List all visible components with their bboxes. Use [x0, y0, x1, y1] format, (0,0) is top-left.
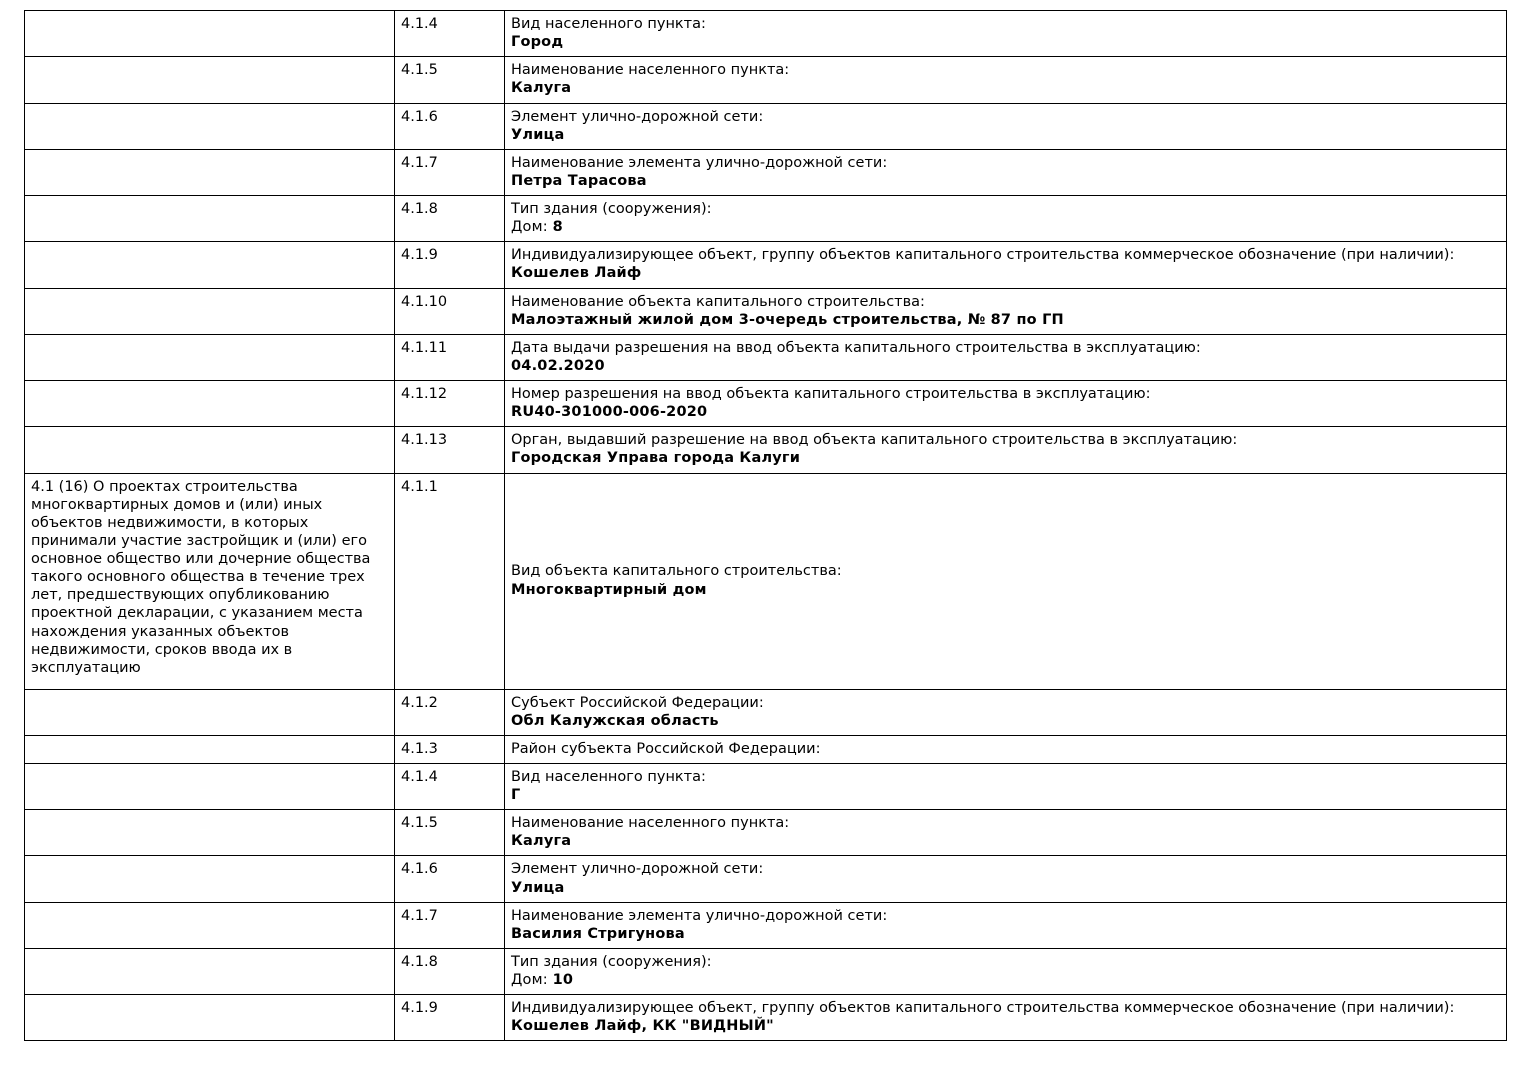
- field-label: Вид объекта капитального строительства:: [511, 563, 842, 580]
- field-label: Район субъекта Российской Федерации:: [511, 740, 821, 757]
- row-content-cell: [505, 763, 1507, 809]
- row-number-cell: 4.1.2: [395, 689, 505, 735]
- row-number-cell: 4.1.7: [395, 902, 505, 948]
- row-content-cell: [505, 473, 1507, 689]
- row-number-cell: 4.1.9: [395, 995, 505, 1041]
- table-row: [25, 149, 1507, 195]
- table-row: [25, 902, 1507, 948]
- row-section-cell: [25, 288, 395, 334]
- declaration-table: [24, 10, 1507, 1041]
- row-number-cell: 4.1.11: [395, 334, 505, 380]
- row-content-cell: [505, 995, 1507, 1041]
- field-label: Дата выдачи разрешения на ввод объекта капитального строительства в эксплуатацию:: [511, 339, 1201, 356]
- field-label: Тип здания (сооружения):: [511, 201, 712, 217]
- field-value: Обл Калужская область: [511, 712, 719, 729]
- table-row-section-header: [25, 473, 1507, 689]
- field-block: [511, 478, 1500, 684]
- row-section-cell: [25, 735, 395, 763]
- row-number-cell: 4.1.12: [395, 381, 505, 427]
- row-section-cell: [25, 334, 395, 380]
- row-content-cell: [505, 381, 1507, 427]
- row-section-cell: [25, 427, 395, 473]
- row-section-cell: [25, 856, 395, 902]
- field-label: Орган, выдавший разрешение на ввод объекта капитального строительства в эксплуатацию:: [511, 432, 1238, 449]
- field-value: Калуга: [511, 833, 572, 850]
- row-number-cell: 4.1.1: [395, 473, 505, 689]
- table-row: [25, 763, 1507, 809]
- field-value: Малоэтажный жилой дом 3-очередь строительства, № 87 по ГП: [511, 311, 1064, 328]
- row-section-cell: [25, 242, 395, 288]
- row-content-cell: [505, 689, 1507, 735]
- row-content-cell: [505, 149, 1507, 195]
- row-number-cell: 4.1.7: [395, 149, 505, 195]
- row-section-cell: [25, 995, 395, 1041]
- row-number-cell: 4.1.10: [395, 288, 505, 334]
- field-label: Вид населенного пункта:: [511, 16, 706, 32]
- row-content-cell: [505, 902, 1507, 948]
- field-label: Индивидуализирующее объект, группу объектов капитального строительства коммерческое обозначение (при наличии):: [511, 247, 1455, 264]
- row-content-cell: [505, 810, 1507, 856]
- field-label: Элемент улично-дорожной сети:: [511, 861, 764, 878]
- field-value: Василия Стригунова: [511, 925, 685, 942]
- table-row: [25, 948, 1507, 994]
- field-label: Тип здания (сооружения):: [511, 953, 712, 970]
- field-label: Наименование населенного пункта:: [511, 62, 790, 79]
- table-row: [25, 689, 1507, 735]
- section-description-cell: 4.1 (16) О проектах строительства многоквартирных домов и (или) иных объектов недвижимости, в которых принимали участие застройщик и (или) его основное общество или дочерние общества такого основного общества в течение трех лет, предшествующих опубликованию проектной декларации, с указанием места нахождения указанных объектов недвижимости, сроков ввода их в эксплуатацию: [25, 473, 395, 689]
- row-content-cell: [505, 856, 1507, 902]
- row-content-cell: [505, 242, 1507, 288]
- table-row: [25, 242, 1507, 288]
- row-number-cell: 4.1.6: [395, 856, 505, 902]
- table-row: [25, 11, 1507, 57]
- row-content-cell: [505, 948, 1507, 994]
- row-content-cell: [505, 735, 1507, 763]
- row-content-cell: [505, 57, 1507, 103]
- field-label: Наименование элемента улично-дорожной сети:: [511, 154, 888, 171]
- field-label: Индивидуализирующее объект, группу объектов капитального строительства коммерческое обозначение (при наличии):: [511, 1000, 1455, 1017]
- field-label: Наименование элемента улично-дорожной сети:: [511, 907, 888, 924]
- row-section-cell: [25, 11, 395, 57]
- field-value-number: 8: [552, 219, 563, 236]
- row-content-cell: [505, 196, 1507, 242]
- field-value: Улица: [511, 126, 565, 143]
- field-label: Наименование населенного пункта:: [511, 815, 790, 832]
- row-section-cell: [25, 902, 395, 948]
- field-label: Вид населенного пункта:: [511, 768, 706, 785]
- row-section-cell: [25, 689, 395, 735]
- field-value-number: 10: [552, 972, 574, 988]
- field-value: Улица: [511, 879, 565, 896]
- row-number-cell: 4.1.8: [395, 196, 505, 242]
- table-row: [25, 57, 1507, 103]
- field-value: Петра Тарасова: [511, 172, 647, 189]
- row-section-cell: [25, 57, 395, 103]
- table-row: [25, 334, 1507, 380]
- row-content-cell: [505, 103, 1507, 149]
- row-section-cell: [25, 948, 395, 994]
- field-label: Элемент улично-дорожной сети:: [511, 108, 764, 125]
- row-number-cell: 4.1.9: [395, 242, 505, 288]
- table-row: [25, 103, 1507, 149]
- field-value: RU40-301000-006-2020: [511, 404, 708, 421]
- field-value: [511, 218, 1500, 236]
- field-value-prefix: Дом:: [511, 219, 553, 236]
- row-section-cell: [25, 763, 395, 809]
- row-content-cell: [505, 11, 1507, 57]
- row-number-cell: 4.1.6: [395, 103, 505, 149]
- row-section-cell: [25, 196, 395, 242]
- row-number-cell: 4.1.5: [395, 810, 505, 856]
- table-row: [25, 288, 1507, 334]
- table-row: [25, 735, 1507, 763]
- row-number-cell: 4.1.4: [395, 11, 505, 57]
- row-number-cell: 4.1.4: [395, 763, 505, 809]
- field-value: 04.02.2020: [511, 357, 605, 374]
- field-value: [511, 971, 1500, 989]
- row-section-cell: [25, 149, 395, 195]
- table-row: [25, 196, 1507, 242]
- field-label: Субъект Российской Федерации:: [511, 694, 764, 711]
- row-content-cell: [505, 334, 1507, 380]
- table-row: [25, 427, 1507, 473]
- table-row: [25, 995, 1507, 1041]
- declaration-table-body: [25, 11, 1507, 1041]
- field-value: Г: [511, 787, 521, 803]
- field-value: Город: [511, 34, 564, 51]
- table-row: [25, 810, 1507, 856]
- row-content-cell: [505, 427, 1507, 473]
- field-value: Многоквартирный дом: [511, 581, 707, 598]
- row-content-cell: [505, 288, 1507, 334]
- row-number-cell: 4.1.5: [395, 57, 505, 103]
- table-row: [25, 381, 1507, 427]
- field-value: Калуга: [511, 80, 572, 97]
- field-value: Кошелев Лайф, КК "ВИДНЫЙ": [511, 1018, 774, 1035]
- row-section-cell: [25, 810, 395, 856]
- field-label: Номер разрешения на ввод объекта капитального строительства в эксплуатацию:: [511, 386, 1151, 402]
- field-label: Наименование объекта капитального строительства:: [511, 293, 925, 310]
- row-section-cell: [25, 381, 395, 427]
- row-section-cell: [25, 103, 395, 149]
- field-value: Городская Управа города Калуги: [511, 450, 801, 467]
- row-number-cell: 4.1.13: [395, 427, 505, 473]
- table-row: [25, 856, 1507, 902]
- row-number-cell: 4.1.3: [395, 735, 505, 763]
- field-value: Кошелев Лайф: [511, 265, 642, 282]
- field-value-prefix: Дом:: [511, 972, 553, 988]
- row-number-cell: 4.1.8: [395, 948, 505, 994]
